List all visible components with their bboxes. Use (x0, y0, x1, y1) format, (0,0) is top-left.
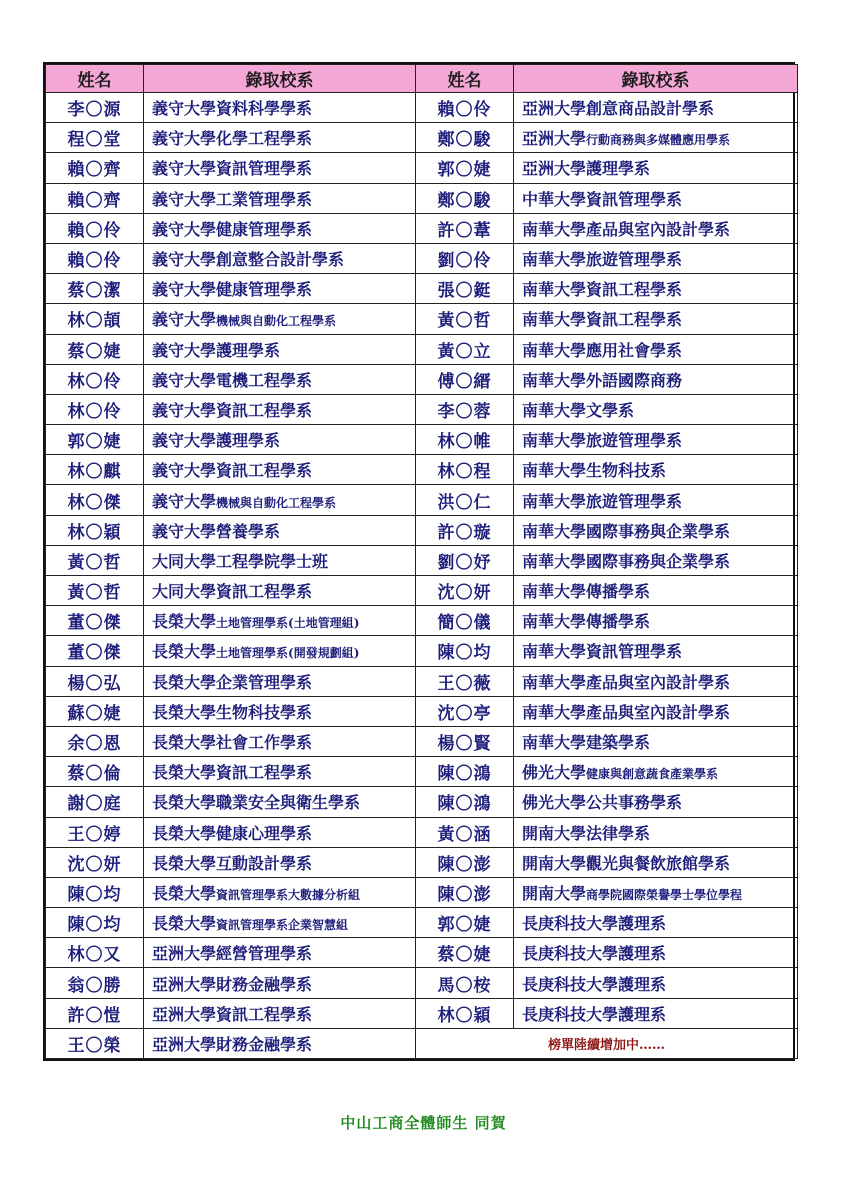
dept-school-text: 南華大學建築學系 (522, 733, 651, 753)
student-name-left: 林〇麒 (46, 455, 144, 485)
admitted-dept-left (144, 455, 416, 485)
admitted-dept-right (514, 274, 798, 304)
dept-school-text: 義守大學 (152, 310, 217, 330)
dept-school-text: 南華大學資訊工程學系 (522, 280, 683, 300)
admitted-dept-left (144, 213, 416, 243)
dept-school-text: 長榮大學互動設計學系 (152, 853, 313, 873)
dept-program-text: 資訊管理學系企業智慧組 (216, 918, 349, 933)
table-header-row (46, 65, 798, 93)
dept-school-text: 南華大學旅遊管理學系 (522, 431, 683, 451)
dept-school-text: 義守大學護理學系 (152, 340, 281, 360)
admitted-dept-left (144, 998, 416, 1028)
student-name-right: 郭〇婕 (416, 908, 514, 938)
table-row (46, 213, 798, 243)
table-row (46, 153, 798, 183)
admitted-dept-left (144, 726, 416, 756)
dept-school-text: 南華大學旅遊管理學系 (522, 250, 683, 270)
student-name-right: 洪〇仁 (416, 485, 514, 515)
student-name-left: 翁〇勝 (46, 968, 144, 998)
table-row (46, 877, 798, 907)
student-name-right: 陳〇均 (416, 636, 514, 666)
admitted-dept-left (144, 666, 416, 696)
student-name-left: 王〇婷 (46, 817, 144, 847)
admitted-dept-left (144, 576, 416, 606)
table-row (46, 576, 798, 606)
dept-program-text: 機械與自動化工程學系 (216, 314, 337, 329)
dept-school-text: 開南大學法律學系 (522, 823, 651, 843)
admitted-dept-right (514, 153, 798, 183)
admitted-dept-right (514, 696, 798, 726)
student-name-right: 黃〇哲 (416, 304, 514, 334)
admitted-dept-right (514, 726, 798, 756)
dept-school-text: 長榮大學社會工作學系 (152, 733, 313, 753)
table-row (46, 787, 798, 817)
admitted-dept-right (514, 787, 798, 817)
student-name-left: 林〇傑 (46, 485, 144, 515)
dept-school-text: 亞洲大學 (522, 129, 587, 149)
student-name-right: 林〇程 (416, 455, 514, 485)
admitted-dept-left (144, 696, 416, 726)
admitted-dept-right (514, 576, 798, 606)
dept-program-text: 行動商務與多媒體應用學系 (586, 133, 731, 148)
dept-school-text: 佛光大學公共事務學系 (522, 793, 683, 813)
admitted-dept-right (514, 425, 798, 455)
dept-school-text: 長庚科技大學護理系 (522, 944, 667, 964)
table-row (46, 243, 798, 273)
student-name-right: 傅〇縉 (416, 364, 514, 394)
dept-school-text: 義守大學護理學系 (152, 431, 281, 451)
admitted-dept-right (514, 757, 798, 787)
student-name-left: 程〇堂 (46, 123, 144, 153)
admitted-dept-right (514, 213, 798, 243)
dept-school-text: 南華大學應用社會學系 (522, 340, 683, 360)
dept-school-text: 長榮大學資訊工程學系 (152, 763, 313, 783)
dept-program-text: 健康與創意蔬食產業學系 (586, 767, 719, 782)
admitted-dept-left (144, 908, 416, 938)
student-name-left: 林〇伶 (46, 394, 144, 424)
dept-school-text: 長榮大學健康心理學系 (152, 823, 313, 843)
dept-school-text: 南華大學資訊工程學系 (522, 310, 683, 330)
dept-school-text: 大同大學資訊工程學系 (152, 582, 313, 602)
admitted-dept-right (514, 998, 798, 1028)
admitted-dept-left (144, 968, 416, 998)
student-name-left: 郭〇婕 (46, 425, 144, 455)
student-name-right: 郭〇婕 (416, 153, 514, 183)
student-name-right: 沈〇亭 (416, 696, 514, 726)
dept-school-text: 開南大學觀光與餐飲旅館學系 (522, 853, 731, 873)
admitted-dept-left (144, 636, 416, 666)
student-name-right: 林〇穎 (416, 998, 514, 1028)
admitted-dept-left (144, 153, 416, 183)
student-name-left: 蔡〇潔 (46, 274, 144, 304)
admitted-dept-right (514, 243, 798, 273)
dept-school-text: 南華大學傳播學系 (522, 582, 651, 602)
dept-school-text: 亞洲大學護理學系 (522, 159, 651, 179)
table-row (46, 968, 798, 998)
student-name-right: 賴〇伶 (416, 93, 514, 123)
dept-school-text: 長榮大學 (152, 914, 217, 934)
dept-school-text: 長榮大學 (152, 883, 217, 903)
table-row (46, 908, 798, 938)
dept-school-text: 義守大學健康管理學系 (152, 280, 313, 300)
admitted-dept-right (514, 666, 798, 696)
student-name-left: 李〇源 (46, 93, 144, 123)
list-updating-note: 榜單陸續增加中…… (416, 1028, 798, 1058)
dept-school-text: 佛光大學 (522, 763, 587, 783)
student-name-left: 賴〇齊 (46, 183, 144, 213)
student-name-left: 王〇榮 (46, 1028, 144, 1058)
student-name-left: 董〇傑 (46, 636, 144, 666)
student-name-left: 余〇恩 (46, 726, 144, 756)
dept-school-text: 南華大學生物科技系 (522, 461, 667, 481)
admitted-dept-right (514, 636, 798, 666)
admitted-dept-right (514, 93, 798, 123)
dept-school-text: 長榮大學企業管理學系 (152, 672, 313, 692)
table-row (46, 998, 798, 1028)
congratulations-footer: 中山工商全體師生 同賀 (340, 1114, 507, 1132)
student-name-left: 許〇愷 (46, 998, 144, 1028)
admitted-dept-right (514, 123, 798, 153)
dept-school-text: 南華大學旅遊管理學系 (522, 491, 683, 511)
dept-school-text: 義守大學創意整合設計學系 (152, 250, 345, 270)
dept-school-text: 南華大學產品與室內設計學系 (522, 672, 731, 692)
dept-school-text: 中華大學資訊管理學系 (522, 189, 683, 209)
admitted-dept-left (144, 394, 416, 424)
dept-school-text: 南華大學產品與室內設計學系 (522, 702, 731, 722)
admitted-dept-right (514, 877, 798, 907)
admitted-dept-right (514, 455, 798, 485)
dept-school-text: 南華大學國際事務與企業學系 (522, 551, 731, 571)
admitted-dept-left (144, 847, 416, 877)
table-row (46, 425, 798, 455)
table-row (46, 183, 798, 213)
admitted-dept-left (144, 243, 416, 273)
table-row (46, 666, 798, 696)
admitted-dept-right (514, 938, 798, 968)
student-name-right: 陳〇鴻 (416, 787, 514, 817)
dept-school-text: 亞洲大學經營管理學系 (152, 944, 313, 964)
table-row (46, 696, 798, 726)
admitted-dept-right (514, 183, 798, 213)
dept-school-text: 大同大學工程學院學士班 (152, 551, 329, 571)
admitted-dept-right (514, 847, 798, 877)
dept-school-text: 南華大學產品與室內設計學系 (522, 219, 731, 239)
student-name-left: 黃〇哲 (46, 576, 144, 606)
student-name-left: 林〇伶 (46, 364, 144, 394)
student-name-right: 鄭〇駿 (416, 183, 514, 213)
dept-school-text: 義守大學 (152, 491, 217, 511)
header-name-left: 姓名 (46, 65, 144, 93)
admitted-dept-left (144, 545, 416, 575)
admitted-dept-right (514, 968, 798, 998)
admitted-dept-right (514, 485, 798, 515)
admitted-dept-left (144, 515, 416, 545)
student-name-left: 謝〇庭 (46, 787, 144, 817)
admitted-dept-right (514, 334, 798, 364)
admission-table (45, 64, 798, 1059)
student-name-right: 陳〇澎 (416, 877, 514, 907)
admitted-dept-left: 亞洲大學財務金融學系 (144, 1028, 416, 1058)
dept-school-text: 長榮大學 (152, 612, 217, 632)
admitted-dept-left (144, 274, 416, 304)
header-dept-right: 錄取校系 (514, 65, 798, 93)
table-row (46, 123, 798, 153)
dept-school-text: 南華大學資訊管理學系 (522, 642, 683, 662)
student-name-left: 林〇穎 (46, 515, 144, 545)
dept-school-text: 長庚科技大學護理系 (522, 914, 667, 934)
table-row (46, 93, 798, 123)
dept-school-text: 南華大學國際事務與企業學系 (522, 521, 731, 541)
dept-school-text: 長庚科技大學護理系 (522, 974, 667, 994)
table-row (46, 515, 798, 545)
admitted-dept-left (144, 877, 416, 907)
table-row (46, 545, 798, 575)
dept-school-text: 長庚科技大學護理系 (522, 1004, 667, 1024)
table-row (46, 726, 798, 756)
dept-school-text: 亞洲大學創意商品設計學系 (522, 99, 715, 119)
student-name-left: 賴〇伶 (46, 213, 144, 243)
dept-school-text: 義守大學資訊工程學系 (152, 400, 313, 420)
student-name-right: 林〇帷 (416, 425, 514, 455)
student-name-right: 劉〇妤 (416, 545, 514, 575)
dept-school-text: 亞洲大學財務金融學系 (152, 974, 313, 994)
student-name-right: 黃〇涵 (416, 817, 514, 847)
student-name-left: 蘇〇婕 (46, 696, 144, 726)
student-name-right: 許〇葦 (416, 213, 514, 243)
admitted-dept-right (514, 545, 798, 575)
table-body (46, 93, 798, 1029)
table-row (46, 364, 798, 394)
admitted-dept-right (514, 606, 798, 636)
student-name-right: 王〇薇 (416, 666, 514, 696)
admitted-dept-left (144, 817, 416, 847)
student-name-left: 陳〇均 (46, 877, 144, 907)
table-row (46, 394, 798, 424)
student-name-left: 林〇頡 (46, 304, 144, 334)
admitted-dept-left (144, 123, 416, 153)
dept-school-text: 南華大學文學系 (522, 400, 635, 420)
student-name-right: 劉〇伶 (416, 243, 514, 273)
admitted-dept-right (514, 304, 798, 334)
dept-school-text: 義守大學化學工程學系 (152, 129, 313, 149)
dept-school-text: 義守大學健康管理學系 (152, 219, 313, 239)
dept-school-text: 長榮大學 (152, 642, 217, 662)
student-name-left: 蔡〇倫 (46, 757, 144, 787)
admitted-dept-right (514, 908, 798, 938)
table-row (46, 606, 798, 636)
table-row (46, 274, 798, 304)
admitted-dept-left (144, 183, 416, 213)
admitted-dept-left (144, 425, 416, 455)
dept-program-text: 土地管理學系(開發規劃組) (216, 646, 360, 661)
dept-program-text: 資訊管理學系大數據分析組 (216, 887, 361, 902)
table-row (46, 304, 798, 334)
dept-school-text: 義守大學資料科學學系 (152, 99, 313, 119)
admitted-dept-left (144, 334, 416, 364)
admitted-dept-left (144, 757, 416, 787)
table-row (46, 757, 798, 787)
admission-list-sheet (43, 62, 795, 1061)
student-name-left: 董〇傑 (46, 606, 144, 636)
student-name-left: 賴〇伶 (46, 243, 144, 273)
table-row (46, 334, 798, 364)
admitted-dept-left (144, 364, 416, 394)
dept-school-text: 義守大學工業管理學系 (152, 189, 313, 209)
student-name-right: 楊〇賢 (416, 726, 514, 756)
admitted-dept-right (514, 394, 798, 424)
student-name-right: 陳〇鴻 (416, 757, 514, 787)
dept-school-text: 義守大學電機工程學系 (152, 370, 313, 390)
student-name-right: 許〇璇 (416, 515, 514, 545)
header-name-right: 姓名 (416, 65, 514, 93)
table-row (46, 455, 798, 485)
table-row (46, 636, 798, 666)
dept-school-text: 義守大學資訊管理學系 (152, 159, 313, 179)
table-row (46, 817, 798, 847)
student-name-left: 陳〇均 (46, 908, 144, 938)
student-name-left: 林〇又 (46, 938, 144, 968)
student-name-right: 李〇蓉 (416, 394, 514, 424)
dept-school-text: 義守大學營養學系 (152, 521, 281, 541)
dept-school-text: 開南大學 (522, 883, 587, 903)
table-row (46, 485, 798, 515)
dept-school-text: 亞洲大學資訊工程學系 (152, 1004, 313, 1024)
student-name-left: 沈〇妍 (46, 847, 144, 877)
dept-school-text: 義守大學資訊工程學系 (152, 461, 313, 481)
dept-school-text: 南華大學傳播學系 (522, 612, 651, 632)
dept-program-text: 機械與自動化工程學系 (216, 495, 337, 510)
admitted-dept-left (144, 606, 416, 636)
admitted-dept-left (144, 938, 416, 968)
student-name-left: 楊〇弘 (46, 666, 144, 696)
student-name-right: 黃〇立 (416, 334, 514, 364)
student-name-right: 陳〇澎 (416, 847, 514, 877)
admitted-dept-right (514, 817, 798, 847)
student-name-right: 馬〇桉 (416, 968, 514, 998)
dept-program-text: 土地管理學系(土地管理組) (216, 616, 360, 631)
dept-school-text: 長榮大學生物科技學系 (152, 702, 313, 722)
student-name-right: 沈〇妍 (416, 576, 514, 606)
student-name-right: 蔡〇婕 (416, 938, 514, 968)
student-name-right: 張〇鋌 (416, 274, 514, 304)
table-row-last (46, 1028, 798, 1058)
admitted-dept-right (514, 515, 798, 545)
admitted-dept-left (144, 304, 416, 334)
dept-program-text: 商學院國際榮譽學士學位學程 (586, 887, 743, 902)
admitted-dept-right (514, 364, 798, 394)
student-name-left: 賴〇齊 (46, 153, 144, 183)
header-dept-left: 錄取校系 (144, 65, 416, 93)
dept-school-text: 長榮大學職業安全與衛生學系 (152, 793, 361, 813)
student-name-left: 黃〇哲 (46, 545, 144, 575)
student-name-left: 蔡〇婕 (46, 334, 144, 364)
admitted-dept-left (144, 787, 416, 817)
admitted-dept-left (144, 485, 416, 515)
student-name-right: 簡〇儀 (416, 606, 514, 636)
table-row (46, 847, 798, 877)
student-name-right: 鄭〇駿 (416, 123, 514, 153)
dept-school-text: 南華大學外語國際商務 (522, 370, 683, 390)
table-row (46, 938, 798, 968)
admitted-dept-left (144, 93, 416, 123)
